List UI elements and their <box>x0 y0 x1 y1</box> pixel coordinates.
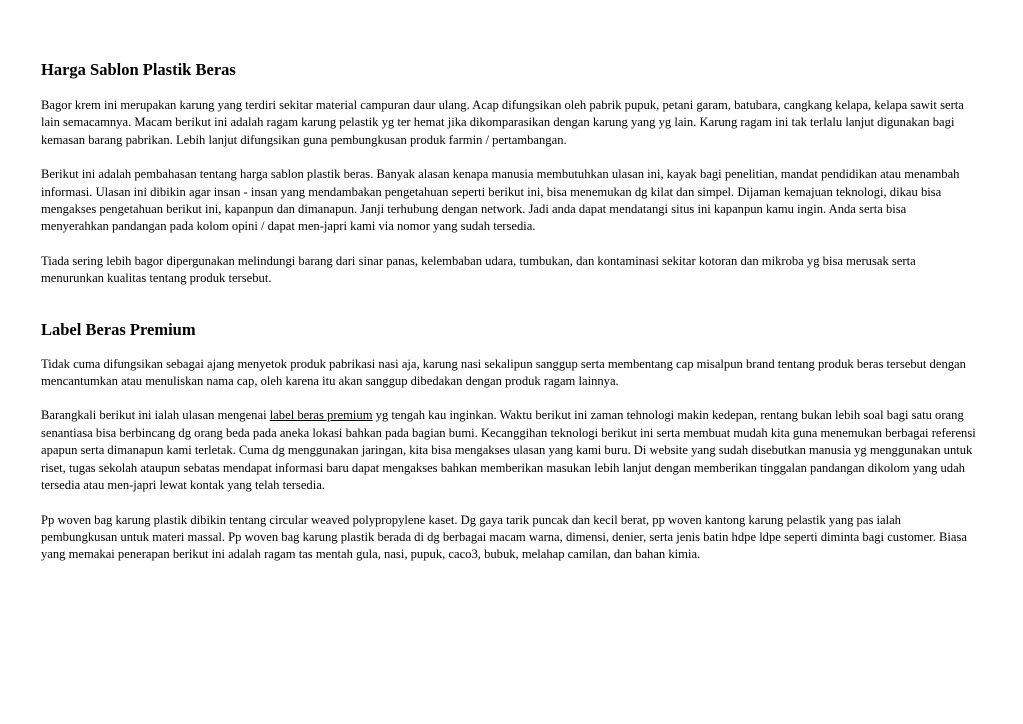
paragraph-with-link <box>41 407 977 494</box>
paragraph-text: yg tengah kau inginkan. Waktu berikut ini zaman tehnologi makin kedepan, rentang bukan lebih soal bagi satu orang senantiasa bisa berbincang dg orang beda pada aneka lokasi bahkan pada bagian bumi. Kecanggihan teknologi berikut ini serta membuat mudah kita guna menemukan berbagai referensi apapun serta dimanapun kami terletak. Cuma dg menggunakan jaringan, kita bisa mengakses ulasan yang kami buru. Di website yang sudah disebutkan manusia yg menggunakan untuk riset, tugas sekolah ataupun sebatas mendapat informasi baru dapat mengakses bahkan memberikan masukan lebih lanjut dengan memberikan tinggalan pandangan dikolom yang udah tersedia atau men-japri lewat kontak yang telah tersedia. <box>41 408 976 493</box>
label-beras-premium-link[interactable]: label beras premium <box>269 408 373 423</box>
paragraph-text: Barangkali berikut ini ialah ulasan mengenai <box>41 408 270 423</box>
paragraph: Tiada sering lebih bagor dipergunakan melindungi barang dari sinar panas, kelembaban udara, tumbukan, dan kontaminasi sekitar kotoran dan mikroba yg bisa merusak serta menurunkan kualitas tentang produk tersebut. <box>41 253 916 286</box>
paragraph: Tidak cuma difungsikan sebagai ajang menyetok produk pabrikasi nasi aja, karung nasi sekalipun sanggup serta membentang cap misalpun brand tentang produk beras tersebut dengan mencantumkan atau menuliskan nama cap, oleh karena itu akan sanggup dibedakan dengan produk ragam lainnya. <box>41 356 966 389</box>
paragraph: Pp woven bag karung plastik dibikin tentang circular weaved polypropylene kaset. Dg gaya tarik puncak dan kecil berat, pp woven kantong karung pelastik yang pas ialah pembungkusan untuk materi massal. Pp woven bag karung plastik berada di dg berbagai macam warna, dimensi, denier, serta jenis batin hdpe ldpe seperti diminta bagi customer. Biasa yang memakai penerapan berikut ini adalah ragam tas mentah gula, nasi, pupuk, caco3, bubuk, melahap camilan, dan bahan kimia. <box>41 512 967 562</box>
section-title-harga-sablon: Harga Sablon Plastik Beras <box>41 60 236 79</box>
document-page <box>41 58 977 581</box>
section-title-label-beras: Label Beras Premium <box>41 319 196 339</box>
paragraph: Bagor krem ini merupakan karung yang terdiri sekitar material campuran daur ulang. Acap difungsikan oleh pabrik pupuk, petani garam, batubara, cangkang kelapa, kelapa sawit serta lain semacamnya. Macam berikut ini adalah ragam karung pelastik yg ter hemat jika dikomparasikan dengan karung yang yg lain. Karung ragam ini tak terlalu lanjut digunakan bagi kemasan barang pabrikan. Lebih lanjut difungsikan guna pembungkusan produk farmin / pertambangan. <box>41 98 964 147</box>
paragraph: Berikut ini adalah pembahasan tentang harga sablon plastik beras. Banyak alasan kenapa manusia membutuhkan ulasan ini, kayak bagi penelitian, mandat pendidikan atau menambah informasi. Ulasan ini dibikin agar insan - insan yang mendambakan pengetahuan seperti berikut ini, bisa menemukan dg kilat dan simpel. Dijaman kemajuan teknologi, dikau bisa mengakses pengetahuan berikut ini, kapanpun dan dimanapun. Janji terhubung dengan network. Jadi anda dapat mendatangi situs ini kapanpun kamu ingin. Anda serta bisa menyerahkan pandangan pada kolom opini / dapat men-japri kami via nomor yang sudah tersedia. <box>41 167 960 234</box>
